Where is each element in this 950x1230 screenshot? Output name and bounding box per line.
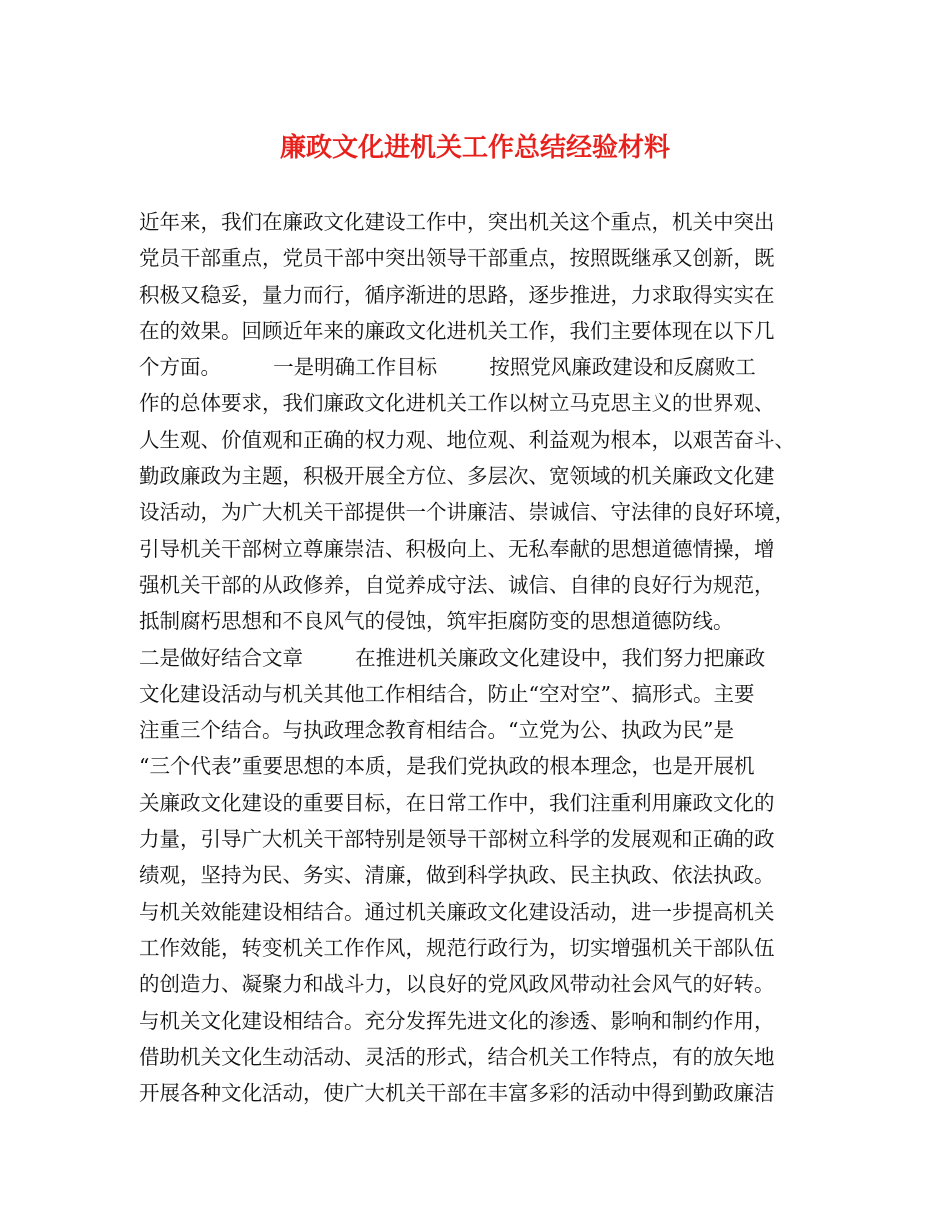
paragraph-line: 引导机关干部树立尊廉崇洁、积极向上、无私奉献的思想道德情操，增: [139, 536, 775, 561]
paragraph-line: 与机关效能建设相结合。通过机关廉政文化建设活动，进一步提高机关: [139, 899, 775, 924]
paragraph-line: 作的总体要求，我们廉政文化进机关工作以树立马克思主义的世界观、: [139, 391, 775, 416]
paragraph-line: 党员干部重点，党员干部中突出领导干部重点，按照既继承又创新，既: [139, 246, 775, 271]
paragraph-line: 的创造力、凝聚力和战斗力，以良好的党风政风带动社会风气的好转。: [139, 972, 775, 997]
paragraph-line: “三个代表”重要思想的本质，是我们党执政的根本理念，也是开展机: [139, 754, 755, 779]
paragraph-line: 开展各种文化活动，使广大机关干部在丰富多彩的活动中得到勤政廉洁: [139, 1081, 775, 1106]
paragraph-line: 工作效能，转变机关工作作风，规范行政行为，切实增强机关干部队伍: [139, 935, 775, 960]
document-title: 廉政文化进机关工作总结经验材料: [279, 133, 670, 163]
paragraph-line: 借助机关文化生动活动、灵活的形式，结合机关工作特点，有的放矢地: [139, 1044, 775, 1069]
paragraph-line: 注重三个结合。与执政理念教育相结合。“立党为公、执政为民”是: [139, 718, 734, 743]
paragraph-line: 积极又稳妥，量力而行，循序渐进的思路，逐步推进，力求取得实实在: [139, 282, 775, 307]
paragraph-line: 近年来，我们在廉政文化建设工作中，突出机关这个重点，机关中突出: [139, 210, 775, 234]
paragraph-line: 强机关干部的从政修养，自觉养成守法、诚信、自律的良好行为规范，: [139, 572, 775, 597]
paragraph-line: 文化建设活动与机关其他工作相结合，防止“空对空”、搞形式。主要: [139, 681, 755, 706]
paragraph-line: 勤政廉政为主题，积极开展全方位、多层次、宽领域的机关廉政文化建: [139, 464, 775, 489]
paragraph-line: 力量，引导广大机关干部特别是领导干部树立科学的发展观和正确的政: [139, 827, 775, 852]
paragraph-line: 人生观、价值观和正确的权力观、地位观、利益观为根本，以艰苦奋斗、: [139, 427, 795, 452]
paragraph-line: 在的效果。回顾近年来的廉政文化进机关工作，我们主要体现在以下几: [139, 318, 775, 343]
document-body: [139, 204, 839, 1111]
paragraph-line: 关廉政文化建设的重要目标，在日常工作中，我们注重利用廉政文化的: [139, 790, 775, 815]
paragraph-line: 与机关文化建设相结合。充分发挥先进文化的渗透、影响和制约作用，: [139, 1008, 775, 1033]
paragraph-line: 设活动，为广大机关干部提供一个讲廉洁、崇诚信、守法律的良好环境，: [139, 500, 795, 525]
paragraph-line: 个方面。 一是明确工作目标 按照党风廉政建设和反腐败工: [139, 355, 756, 380]
paragraph-line: 抵制腐朽思想和不良风气的侵蚀，筑牢拒腐防变的思想道德防线。: [139, 609, 734, 634]
paragraph-line: 绩观，坚持为民、务实、清廉，做到科学执政、民主执政、依法执政。: [139, 863, 775, 888]
paragraph-line: 二是做好结合文章 在推进机关廉政文化建设中，我们努力把廉政: [139, 645, 766, 670]
